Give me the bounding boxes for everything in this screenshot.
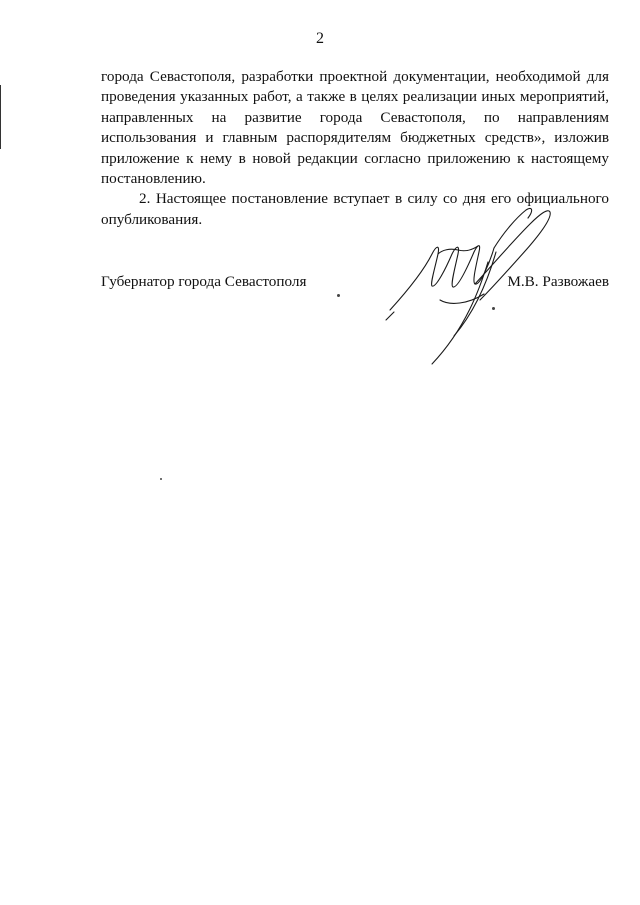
- left-margin-mark: [0, 85, 1, 149]
- paragraph-effective-date: 2. Настоящее постановление вступает в силу со дня его официального опубликования.: [101, 190, 609, 228]
- paragraph-continuation: города Севастополя, разработки проектной документации, необходимой для проведения указанных работ, а также в целях реализации иных мероприятий, направленных на развитие города Севастополя, по направлениям использования и главным распорядителям бюджетных средств», изложив приложение к нему в новой редакции согласно приложению к настоящему постановлению.: [101, 68, 609, 188]
- ink-speck: [160, 478, 162, 480]
- signer-name: М.В. Развожаев: [507, 273, 609, 290]
- page-number: 2: [316, 30, 324, 47]
- ink-speck: [337, 294, 340, 297]
- ink-speck: [492, 307, 495, 310]
- signer-title: Губернатор города Севастополя: [101, 273, 307, 290]
- handwritten-signature: [380, 188, 570, 370]
